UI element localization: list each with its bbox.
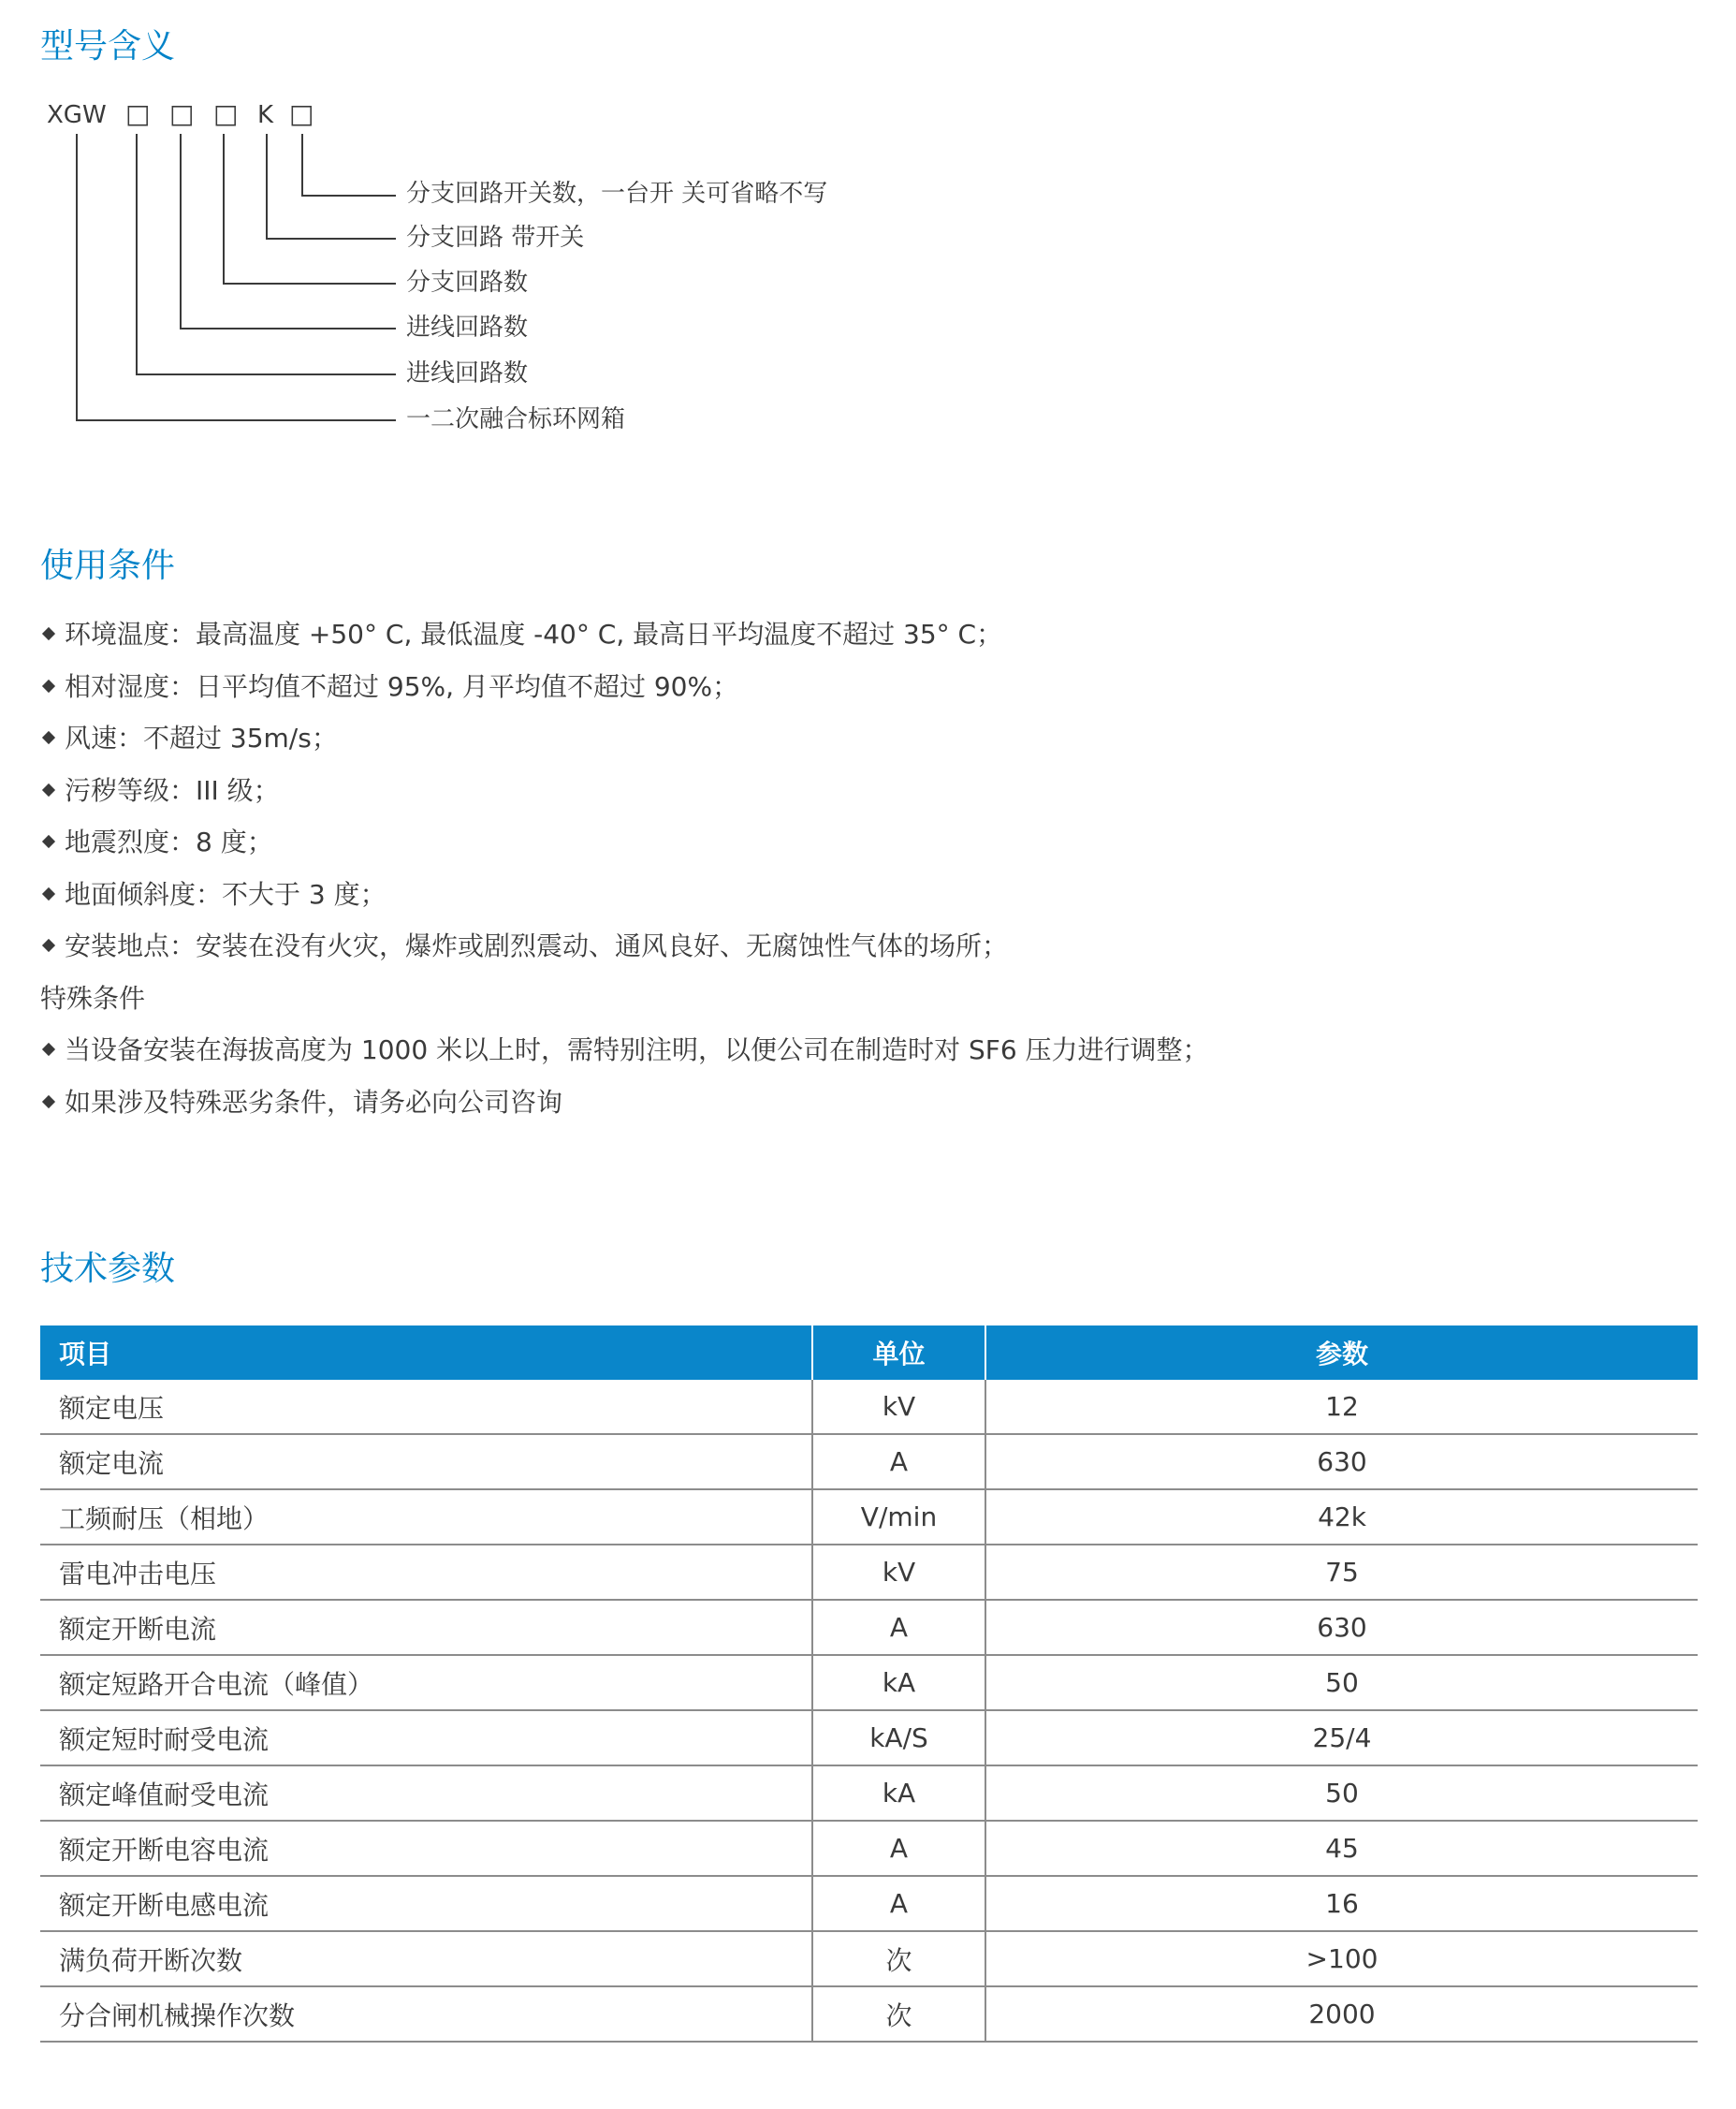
condition-item [40,714,1631,767]
table-row [40,1931,1698,1986]
cell-value: 25/4 [985,1710,1698,1765]
diamond-bullet-icon [42,939,55,952]
table-row [40,1655,1698,1710]
model-desc-1: 分支回路开关数，一台开 关可省略不写 [406,180,828,208]
model-code-box-2: □ [169,98,195,129]
condition-item [40,663,1631,715]
special-conditions-heading: 特殊条件 [40,982,146,1014]
diamond-bullet-icon [42,886,55,900]
cell-item: 工频耐压（相地） [40,1489,812,1545]
model-code-letter: K [257,101,274,129]
cell-value: 50 [985,1655,1698,1710]
cell-unit: V/min [812,1489,985,1545]
model-code-box-4: □ [289,98,314,129]
table-row [40,1434,1698,1489]
model-code-prefix: XGW [47,101,107,129]
special-condition-text: 如果涉及特殊恶劣条件，请务必向公司咨询 [65,1086,563,1118]
cell-item: 额定峰值耐受电流 [40,1765,812,1821]
diamond-bullet-icon [42,731,55,744]
special-condition-item [40,1078,1631,1131]
cell-value: 12 [985,1380,1698,1434]
specs-header-row [40,1325,1698,1380]
table-row [40,1380,1698,1434]
table-row [40,1765,1698,1821]
cell-value: 630 [985,1434,1698,1489]
model-desc-5: 进线回路数 [406,359,529,388]
cell-item: 额定电流 [40,1434,812,1489]
connector-line-1 [302,134,396,196]
specs-table [40,1325,1698,2043]
model-desc-3: 分支回路数 [406,269,529,297]
cell-value: 2000 [985,1986,1698,2042]
cell-item: 额定电压 [40,1380,812,1434]
table-row [40,1489,1698,1545]
cell-item: 额定开断电流 [40,1600,812,1655]
condition-text: 安装地点：安装在没有火灾，爆炸或剧烈震动、通风良好、无腐蚀性气体的场所； [65,930,1009,961]
condition-text: 环境温度：最高温度 +50° C, 最低温度 -40° C, 最高日平均温度不超过 35° C； [65,619,1003,650]
cell-value: 50 [985,1765,1698,1821]
cell-item: 雷电冲击电压 [40,1545,812,1600]
table-row [40,1545,1698,1600]
connector-line-6 [77,134,396,420]
model-desc-2: 分支回路 带开关 [406,224,585,252]
cell-unit: 次 [812,1931,985,1986]
header-value: 参数 [985,1325,1698,1380]
cell-unit: kV [812,1545,985,1600]
special-condition-text: 当设备安装在海拔高度为 1000 米以上时，需特别注明，以便公司在制造时对 SF6 压力进行调整； [65,1034,1209,1065]
model-code-box-1: □ [125,98,151,129]
cell-unit: A [812,1600,985,1655]
model-desc-6: 一二次融合标环网箱 [406,405,626,433]
cell-item: 额定开断电容电流 [40,1821,812,1876]
condition-text: 地面倾斜度：不大于 3 度； [65,878,387,910]
condition-text: 地震烈度：8 度； [65,827,273,857]
condition-text: 污秽等级：III 级； [65,774,280,806]
connector-line-3 [224,134,396,284]
header-item: 项目 [40,1325,812,1380]
model-connector-lines [77,134,396,420]
cell-unit: kV [812,1380,985,1434]
cell-value: 16 [985,1876,1698,1931]
connector-line-4 [181,134,396,329]
diamond-bullet-icon [42,783,55,796]
diamond-bullet-icon [42,835,55,848]
cell-unit: A [812,1434,985,1489]
cell-item: 额定开断电感电流 [40,1876,812,1931]
special-condition-item [40,1026,1631,1078]
cell-unit: kA [812,1765,985,1821]
model-code-diagram [0,84,936,449]
cell-item: 额定短路开合电流（峰值） [40,1655,812,1710]
connector-line-2 [267,134,396,239]
specs-title: 技术参数 [40,1250,176,1288]
cell-item: 满负荷开断次数 [40,1931,812,1986]
condition-item [40,818,1631,871]
cell-value: 42k [985,1489,1698,1545]
condition-item [40,922,1631,974]
condition-item [40,871,1631,923]
cell-unit: kA/S [812,1710,985,1765]
cell-value: 45 [985,1821,1698,1876]
cell-unit: kA [812,1655,985,1710]
diamond-bullet-icon [42,679,55,692]
condition-text: 相对湿度：日平均值不超过 95%, 月平均值不超过 90%； [65,670,739,702]
conditions-title: 使用条件 [40,547,176,585]
cell-unit: A [812,1876,985,1931]
diamond-bullet-icon [42,1094,55,1107]
condition-item [40,610,1631,663]
cell-value: 630 [985,1600,1698,1655]
cell-value: 75 [985,1545,1698,1600]
cell-unit: 次 [812,1986,985,2042]
model-desc-4: 进线回路数 [406,314,529,342]
condition-item [40,767,1631,819]
cell-item: 分合闸机械操作次数 [40,1986,812,2042]
model-code-box-3: □ [213,98,239,129]
cell-item: 额定短时耐受电流 [40,1710,812,1765]
table-row [40,1986,1698,2042]
cell-unit: A [812,1821,985,1876]
diamond-bullet-icon [42,1043,55,1056]
header-unit: 单位 [812,1325,985,1380]
table-row [40,1821,1698,1876]
conditions-list [40,610,1631,1130]
table-row [40,1710,1698,1765]
cell-value: >100 [985,1931,1698,1986]
table-row [40,1600,1698,1655]
table-row [40,1876,1698,1931]
condition-text: 风速：不超过 35m/s； [65,723,338,754]
model-title: 型号含义 [40,27,176,66]
diamond-bullet-icon [42,627,55,640]
